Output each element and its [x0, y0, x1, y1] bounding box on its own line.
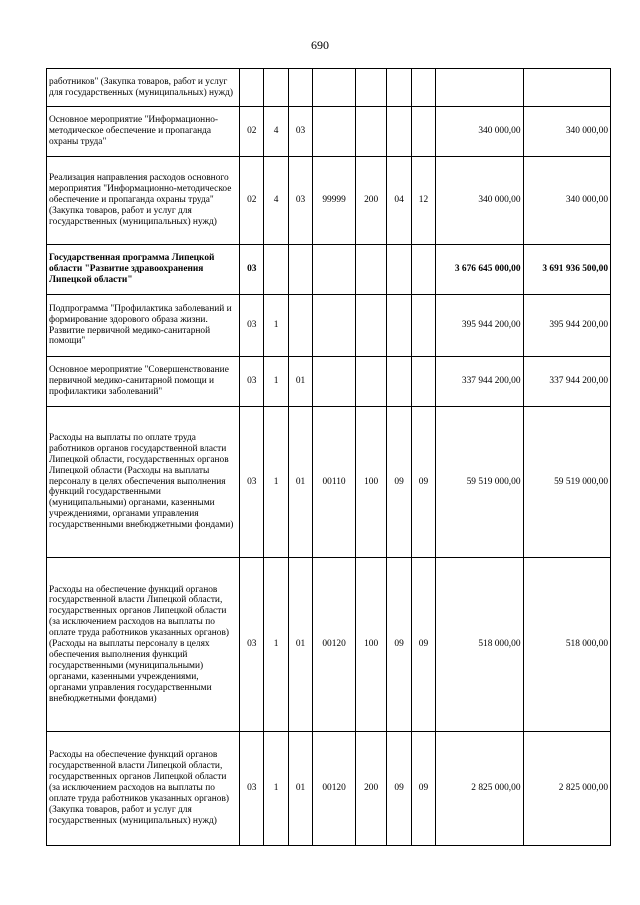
direction-code-cell — [313, 69, 356, 107]
expense-type-cell — [355, 357, 387, 407]
amount-year1-cell: 340 000,00 — [436, 107, 523, 157]
expense-type-cell — [355, 107, 387, 157]
amount-year2-cell: 340 000,00 — [523, 157, 610, 245]
section-code-cell — [387, 357, 411, 407]
activity-code-cell: 03 — [288, 107, 312, 157]
row-name-cell: работников" (Закупка товаров, работ и услуг для государственных (муниципальных) нужд) — [47, 69, 240, 107]
activity-code-cell — [288, 295, 312, 357]
row-name-cell: Основное мероприятие "Совершенствование первичной медико-санитарной помощи и профилактики заболеваний" — [47, 357, 240, 407]
program-code-cell: 03 — [240, 732, 264, 846]
activity-code-cell: 01 — [288, 357, 312, 407]
row-name-cell: Реализация направления расходов основного мероприятия "Информационно-методическое обеспечение и пропаганда охраны труда" (Закупка товаров, работ и услуг для государственных (муниципальных) нужд) — [47, 157, 240, 245]
subsection-code-cell — [411, 245, 435, 295]
row-name-cell: Основное мероприятие "Информационно-методическое обеспечение и пропаганда охраны труда" — [47, 107, 240, 157]
subprogram-code-cell: 4 — [264, 157, 288, 245]
table-row — [47, 157, 611, 245]
table-row — [47, 107, 611, 157]
direction-code-cell — [313, 357, 356, 407]
amount-year2-cell: 340 000,00 — [523, 107, 610, 157]
direction-code-cell: 99999 — [313, 157, 356, 245]
program-code-cell: 03 — [240, 357, 264, 407]
activity-code-cell — [288, 69, 312, 107]
row-name-cell: Подпрограмма "Профилактика заболеваний и формирование здорового образа жизни. Развитие первичной медико-санитарной помощи" — [47, 295, 240, 357]
subprogram-code-cell: 1 — [264, 357, 288, 407]
program-code-cell: 02 — [240, 157, 264, 245]
budget-table-body — [47, 69, 611, 846]
budget-table — [46, 68, 611, 846]
amount-year2-cell: 59 519 000,00 — [523, 407, 610, 558]
amount-year2-cell: 3 691 936 500,00 — [523, 245, 610, 295]
expense-type-cell: 100 — [355, 407, 387, 558]
subprogram-code-cell — [264, 69, 288, 107]
direction-code-cell — [313, 245, 356, 295]
subsection-code-cell — [411, 107, 435, 157]
section-code-cell — [387, 245, 411, 295]
amount-year2-cell: 2 825 000,00 — [523, 732, 610, 846]
row-name-cell: Расходы на обеспечение функций органов государственной власти Липецкой области, государственных органов Липецкой области (за исключением расходов на выплаты по оплате труда работников указанных органов) (Закупка товаров, работ и услуг для государственных (муниципальных) нужд) — [47, 732, 240, 846]
subprogram-code-cell: 1 — [264, 732, 288, 846]
expense-type-cell — [355, 69, 387, 107]
direction-code-cell — [313, 107, 356, 157]
table-row — [47, 245, 611, 295]
table-row — [47, 407, 611, 558]
amount-year2-cell: 337 944 200,00 — [523, 357, 610, 407]
section-code-cell: 09 — [387, 732, 411, 846]
table-row — [47, 357, 611, 407]
section-code-cell: 09 — [387, 407, 411, 558]
subsection-code-cell: 09 — [411, 558, 435, 732]
subprogram-code-cell — [264, 245, 288, 295]
subsection-code-cell — [411, 69, 435, 107]
amount-year2-cell: 518 000,00 — [523, 558, 610, 732]
activity-code-cell — [288, 245, 312, 295]
section-code-cell — [387, 69, 411, 107]
page-number: 690 — [311, 38, 329, 52]
subsection-code-cell: 09 — [411, 732, 435, 846]
activity-code-cell: 01 — [288, 407, 312, 558]
subsection-code-cell: 09 — [411, 407, 435, 558]
expense-type-cell — [355, 245, 387, 295]
table-row — [47, 295, 611, 357]
section-code-cell: 04 — [387, 157, 411, 245]
program-code-cell: 03 — [240, 407, 264, 558]
amount-year1-cell: 337 944 200,00 — [436, 357, 523, 407]
subsection-code-cell — [411, 295, 435, 357]
amount-year1-cell: 518 000,00 — [436, 558, 523, 732]
amount-year1-cell — [436, 69, 523, 107]
amount-year1-cell: 395 944 200,00 — [436, 295, 523, 357]
subprogram-code-cell: 1 — [264, 295, 288, 357]
direction-code-cell: 00110 — [313, 407, 356, 558]
table-row — [47, 558, 611, 732]
program-code-cell — [240, 69, 264, 107]
section-code-cell: 09 — [387, 558, 411, 732]
expense-type-cell: 200 — [355, 732, 387, 846]
section-code-cell — [387, 295, 411, 357]
amount-year1-cell: 2 825 000,00 — [436, 732, 523, 846]
subprogram-code-cell: 1 — [264, 407, 288, 558]
subsection-code-cell: 12 — [411, 157, 435, 245]
amount-year2-cell: 395 944 200,00 — [523, 295, 610, 357]
row-name-cell: Государственная программа Липецкой области "Развитие здравоохранения Липецкой области" — [47, 245, 240, 295]
amount-year1-cell: 59 519 000,00 — [436, 407, 523, 558]
program-code-cell: 03 — [240, 558, 264, 732]
table-row — [47, 732, 611, 846]
program-code-cell: 02 — [240, 107, 264, 157]
amount-year1-cell: 340 000,00 — [436, 157, 523, 245]
subprogram-code-cell: 1 — [264, 558, 288, 732]
subprogram-code-cell: 4 — [264, 107, 288, 157]
program-code-cell: 03 — [240, 295, 264, 357]
direction-code-cell — [313, 295, 356, 357]
activity-code-cell: 01 — [288, 732, 312, 846]
program-code-cell: 03 — [240, 245, 264, 295]
row-name-cell: Расходы на выплаты по оплате труда работников органов государственной власти Липецкой области, государственных органов Липецкой области (Расходы на выплаты персоналу в целях обеспечения выполнения функций государственными (муниципальными) органами, казенными учреждениями, органами управления государственными внебюджетными фондами) — [47, 407, 240, 558]
row-name-cell: Расходы на обеспечение функций органов государственной власти Липецкой области, государственных органов Липецкой области (за исключением расходов на выплаты по оплате труда работников указанных органов) (Расходы на выплаты персоналу в целях обеспечения выполнения функций государственными (муниципальными) органами, казенными учреждениями, органами управления государственными внебюджетными фондами) — [47, 558, 240, 732]
amount-year1-cell: 3 676 645 000,00 — [436, 245, 523, 295]
table-row — [47, 69, 611, 107]
expense-type-cell: 200 — [355, 157, 387, 245]
amount-year2-cell — [523, 69, 610, 107]
section-code-cell — [387, 107, 411, 157]
subsection-code-cell — [411, 357, 435, 407]
activity-code-cell: 03 — [288, 157, 312, 245]
direction-code-cell: 00120 — [313, 732, 356, 846]
direction-code-cell: 00120 — [313, 558, 356, 732]
expense-type-cell — [355, 295, 387, 357]
activity-code-cell: 01 — [288, 558, 312, 732]
expense-type-cell: 100 — [355, 558, 387, 732]
